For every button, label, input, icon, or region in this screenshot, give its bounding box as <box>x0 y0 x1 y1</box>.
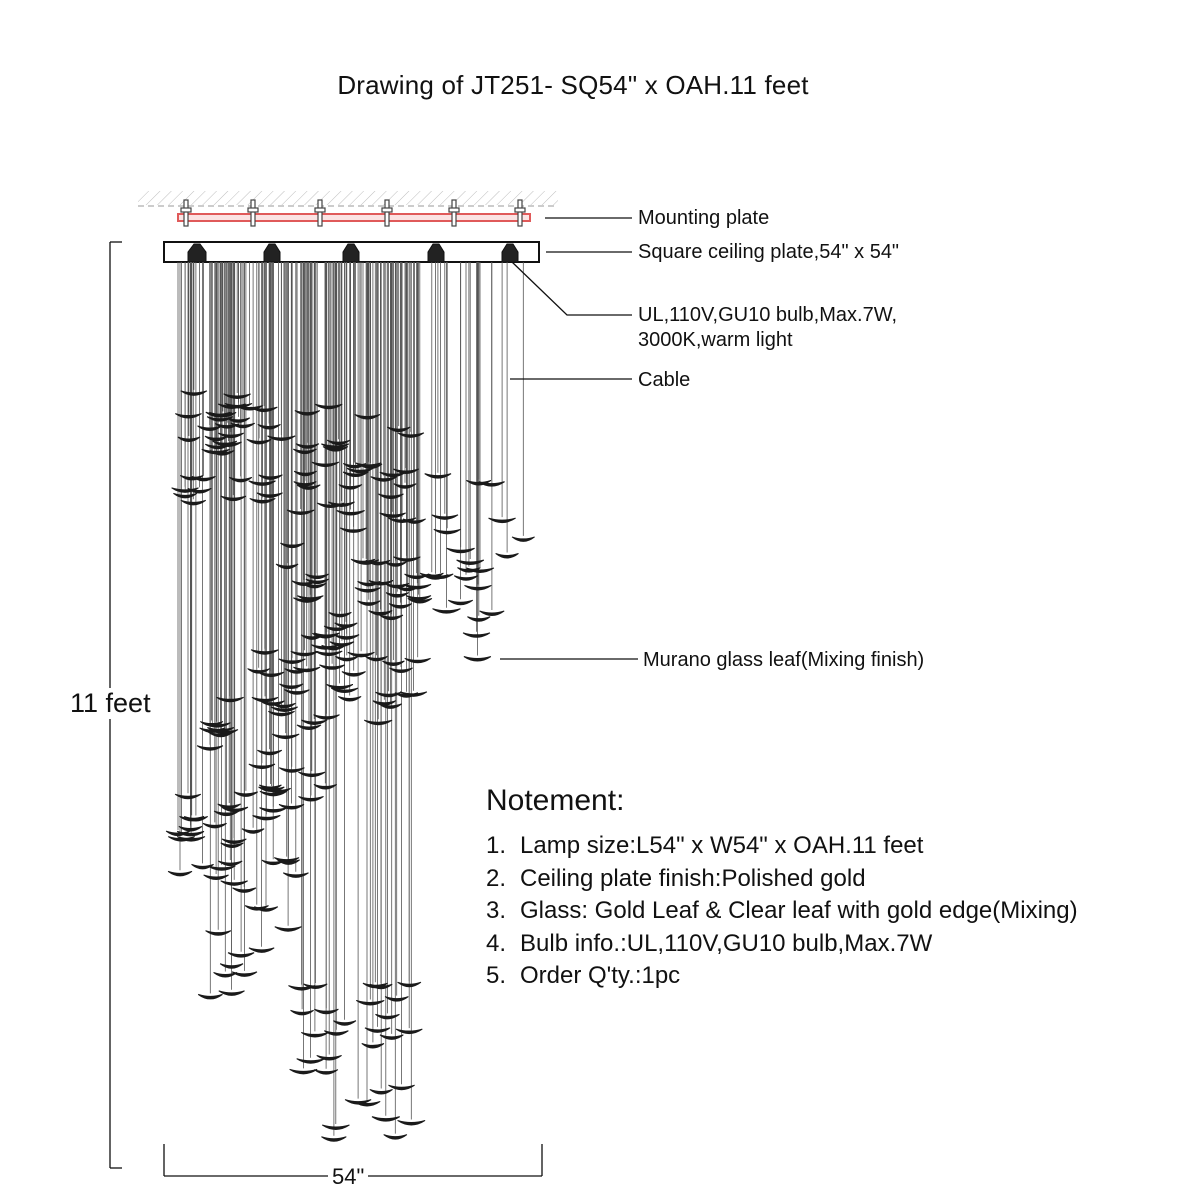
glass-leaf <box>321 1137 346 1142</box>
glass-leaf <box>480 611 505 616</box>
note-item <box>486 830 1078 863</box>
glass-leaf <box>512 537 535 542</box>
notes-list <box>486 830 1078 993</box>
glass-leaf <box>389 1085 415 1090</box>
glass-leaf <box>326 684 352 689</box>
glass-leaf <box>448 600 473 605</box>
glass-leaf <box>314 1070 338 1075</box>
glass-leaf <box>375 1014 399 1019</box>
glass-leaf <box>463 633 490 638</box>
glass-leaf <box>204 875 229 880</box>
callout-ceiling-plate: Square ceiling plate,54" x 54" <box>638 241 900 263</box>
glass-leaf <box>221 881 248 886</box>
glass-leaf <box>370 1089 393 1094</box>
glass-leaf <box>386 593 409 598</box>
glass-leaf <box>319 665 344 670</box>
glass-leaf <box>489 518 516 523</box>
glass-leaf <box>181 500 206 505</box>
callout-leaders <box>500 218 638 659</box>
note-text: Bulb info.:UL,110V,GU10 bulb,Max.7W <box>520 929 933 957</box>
note-number: 1. <box>486 832 507 859</box>
glass-leaf <box>338 696 361 701</box>
glass-leaf <box>335 656 358 661</box>
glass-leaf <box>301 720 327 725</box>
note-text: Glass: Gold Leaf & Clear leaf with gold edge(Mixing) <box>520 897 1078 924</box>
glass-leaf <box>356 1000 384 1005</box>
glass-leaf <box>203 823 227 828</box>
note-number: 3. <box>486 897 507 924</box>
glass-leaf <box>379 704 402 709</box>
glass-leaf <box>396 1029 422 1034</box>
glass-leaf <box>315 651 342 656</box>
glass-leaf <box>272 734 299 739</box>
glass-leaf <box>314 784 337 789</box>
glass-leaf <box>283 873 308 878</box>
glass-leaf <box>224 394 251 399</box>
glass-leaf <box>398 1120 425 1125</box>
glass-leaf <box>297 1059 325 1064</box>
callout-bulb-line1: UL,110V,GU10 bulb,Max.7W, <box>638 304 898 326</box>
note-item <box>486 928 1078 961</box>
glass-leaf <box>252 697 278 702</box>
glass-leaf <box>291 1010 314 1015</box>
glass-leaf <box>268 711 294 716</box>
glass-leaf <box>322 1125 349 1130</box>
note-item <box>486 895 1078 928</box>
glass-leaf <box>362 1043 384 1048</box>
glass-leaf <box>464 657 491 662</box>
glass-leaf <box>206 931 231 936</box>
glass-leaf <box>380 615 403 620</box>
glass-leaf <box>324 1031 348 1036</box>
note-number: 4. <box>486 929 507 957</box>
glass-leaf <box>234 792 258 797</box>
glass-leaf <box>389 604 412 609</box>
callout-leaf: Murano glass leaf(Mixing finish) <box>643 649 925 671</box>
glass-leaf <box>385 997 408 1002</box>
ceiling-hatch <box>138 191 558 205</box>
note-text: Lamp size:L54" x W54" x OAH.11 feet <box>520 832 924 859</box>
note-text: Ceiling plate finish:Polished gold <box>520 864 866 892</box>
callout-bulb-line2: 3000K,warm light <box>638 329 793 351</box>
glass-leaf <box>333 1021 356 1026</box>
glass-leaf <box>376 692 401 697</box>
glass-leaf <box>247 439 271 444</box>
drawing-title: Drawing of JT251- SQ54" x OAH.11 feet <box>337 70 809 100</box>
glass-leaf <box>454 576 478 581</box>
glass-leaf <box>178 437 200 442</box>
note-text: Order Q'ty.:1pc <box>520 962 681 989</box>
notes-heading: Notement: <box>486 784 625 817</box>
note-item <box>486 863 1078 896</box>
glass-leaf <box>433 609 461 614</box>
glass-leaf <box>290 1069 317 1074</box>
glass-leaf <box>275 927 302 932</box>
glass-leaf <box>496 554 519 559</box>
glass-leaf <box>365 1028 390 1033</box>
glass-leaf <box>301 1032 328 1037</box>
glass-leaf <box>218 804 241 809</box>
glass-leaf <box>373 701 396 706</box>
glass-leaf <box>218 861 242 866</box>
notes-block <box>486 784 1078 993</box>
glass-leaf <box>464 585 491 590</box>
note-number: 5. <box>486 962 507 989</box>
glass-leaf <box>249 948 274 953</box>
glass-leaf <box>384 1135 407 1140</box>
glass-leaf <box>297 725 321 730</box>
glass-leaf <box>380 1035 403 1040</box>
callout-cable: Cable <box>638 369 691 391</box>
glass-leaf <box>342 672 366 677</box>
width-label: 54" <box>328 1164 368 1190</box>
glass-leaf <box>434 529 461 534</box>
glass-leaf <box>405 658 431 663</box>
glass-leaf <box>198 994 222 999</box>
glass-leaf <box>364 720 392 725</box>
glass-leaf <box>337 511 365 516</box>
note-item <box>486 960 1078 993</box>
glass-leaf <box>242 829 264 834</box>
note-number: 2. <box>486 864 507 892</box>
callout-mounting-plate: Mounting plate <box>638 207 770 229</box>
glass-leaf <box>214 973 237 978</box>
glass-leaf <box>175 794 201 799</box>
glass-leaf <box>168 871 192 876</box>
height-label: 11 feet <box>70 688 151 718</box>
glass-leaf <box>229 477 251 482</box>
glass-leaf <box>467 617 490 622</box>
